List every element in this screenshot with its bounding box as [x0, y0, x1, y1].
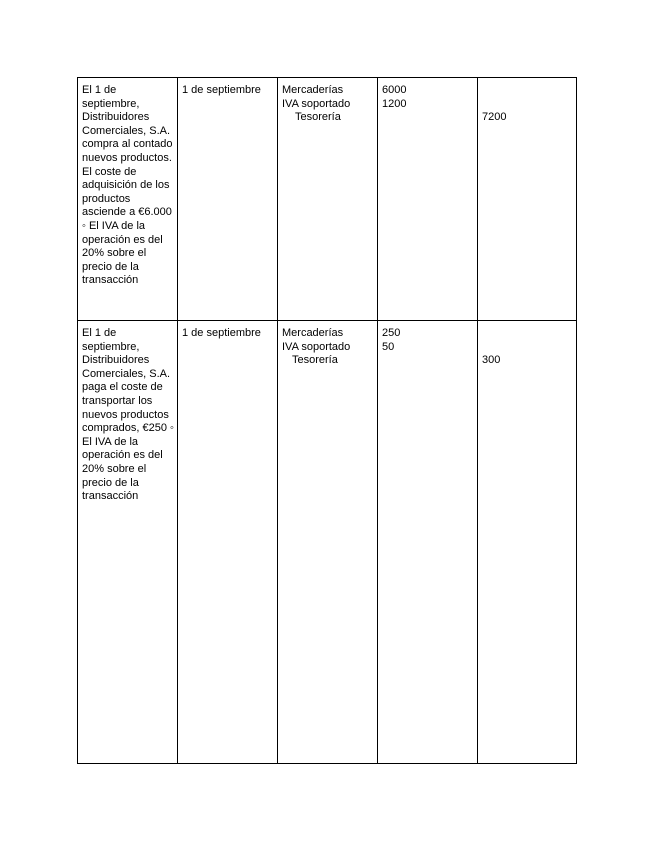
account-vat-input: IVA soportado: [282, 97, 351, 110]
debit-amount: 1200: [382, 97, 407, 110]
account-merchandise: Mercaderías: [282, 327, 344, 339]
journal-entry-row: [78, 78, 577, 321]
entry-credit-cell: [478, 78, 577, 321]
entry-accounts-cell: [278, 321, 378, 764]
entry-debit-cell: [378, 78, 478, 321]
account-treasury: Tesorería: [295, 111, 341, 124]
debit-amount: 6000: [382, 84, 407, 96]
entry-credit-cell: [478, 321, 577, 764]
debit-amount: 50: [382, 340, 395, 353]
entry-description-cell: [78, 321, 178, 764]
entry-date-cell: [178, 78, 278, 321]
journal-entry-row: [78, 321, 577, 764]
credit-amount: 300: [482, 354, 501, 366]
entry-date-cell: [178, 321, 278, 764]
entry-debit-cell: [378, 321, 478, 764]
account-treasury: Tesorería: [292, 354, 338, 367]
entry-description: El 1 de septiembre, Distribuidores Comerciales, S.A. paga el coste de transportar los nuevos productos comprados, €250 ◦ El IVA de la operación es del 20% sobre el precio de la transacción: [82, 327, 174, 503]
credit-amount: 7200: [482, 111, 507, 123]
journal-entries-table: [77, 77, 577, 764]
entry-date: 1 de septiembre: [182, 327, 261, 339]
account-vat-input: IVA soportado: [282, 340, 351, 353]
debit-amount: 250: [382, 327, 401, 339]
account-merchandise: Mercaderías: [282, 84, 344, 96]
entry-accounts-cell: [278, 78, 378, 321]
entry-description: El 1 de septiembre, Distribuidores Comerciales, S.A. compra al contado nuevos productos. El coste de adquisición de los productos asciende a €6.000 ◦ El IVA de la operación es del 20% sobre el precio de la transacción: [82, 84, 173, 287]
entry-description-cell: [78, 78, 178, 321]
entry-date: 1 de septiembre: [182, 84, 261, 96]
